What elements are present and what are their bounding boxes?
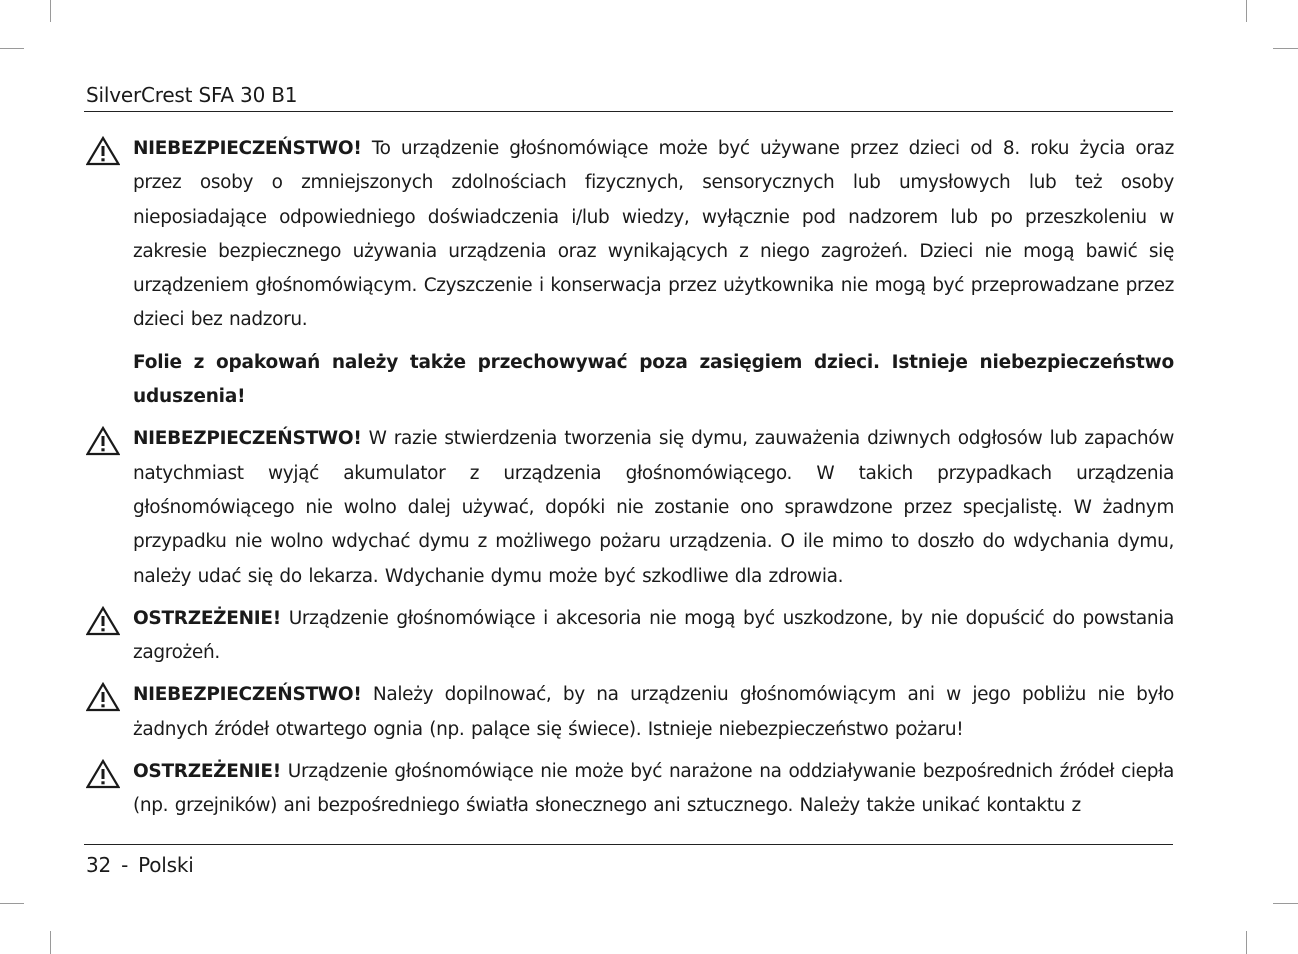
safety-text: Należy dopilnować, by na urządzeniu głośnomówiącym ani w jego pobliżu nie było żadnych źródeł otwartego ognia (np. palące się świece). Istnieje niebezpieczeństwo pożaru!	[133, 684, 1174, 740]
crop-mark-top-left-vertical	[50, 0, 51, 22]
warning-triangle-icon	[86, 759, 120, 789]
crop-mark-top-right-vertical	[1246, 0, 1247, 22]
warning-triangle-icon	[86, 682, 120, 712]
warning-triangle-icon	[86, 426, 120, 456]
safety-paragraph	[133, 132, 1174, 338]
safety-block-5	[84, 755, 1174, 824]
page-number: 32	[86, 853, 112, 877]
warning-triangle-icon	[86, 606, 120, 636]
footer-separator: -	[121, 853, 129, 877]
header-rule	[84, 111, 1173, 112]
safety-block-4	[84, 678, 1174, 747]
page-header-title: SilverCrest SFA 30 B1	[86, 83, 298, 107]
crop-mark-top-right-horizontal	[1273, 48, 1298, 49]
page-footer	[86, 852, 194, 878]
crop-mark-bottom-left-vertical	[50, 931, 51, 954]
footer-rule	[84, 844, 1173, 845]
crop-mark-bottom-left-horizontal	[0, 903, 24, 904]
safety-paragraph	[133, 755, 1174, 824]
suffocation-warning-note: Folie z opakowań należy także przechowywać poza zasięgiem dzieci. Istnieje niebezpieczeństwo uduszenia!	[133, 351, 1174, 408]
safety-paragraph	[133, 422, 1174, 593]
crop-mark-bottom-right-vertical	[1246, 931, 1247, 954]
safety-paragraph	[133, 602, 1174, 671]
danger-label: NIEBEZPIECZEŃSTWO!	[133, 684, 362, 706]
safety-text: To urządzenie głośnomówiące może być używane przez dzieci od 8. roku życia oraz przez osoby o zmniejszonych zdolnościach fizycznych, sensorycznych lub umysłowych lub też osoby nieposiadające odpowiedniego doświadczenia i/lub wiedzy, wyłącznie pod nadzorem lub po przeszkoleniu w zakresie bezpiecznego używania urządzenia oraz wynikających z niego zagrożeń. Dzieci nie mogą bawić się urządzeniem głośnomówiącym. Czyszczenie i konserwacja przez użytkownika nie mogą być przeprowadzane przez dzieci bez nadzoru.	[133, 138, 1174, 331]
safety-paragraph	[133, 678, 1174, 747]
danger-label: NIEBEZPIECZEŃSTWO!	[133, 138, 362, 159]
footer-language: Polski	[138, 853, 194, 877]
safety-block-1	[84, 132, 1174, 338]
warning-label: OSTRZEŻENIE!	[133, 607, 281, 629]
crop-mark-top-left-horizontal	[0, 48, 24, 49]
safety-block-2	[84, 422, 1174, 593]
danger-label: NIEBEZPIECZEŃSTWO!	[133, 428, 362, 450]
safety-text: Urządzenie głośnomówiące nie może być narażone na oddziaływanie bezpośrednich źródeł ciepła (np. grzejników) ani bezpośredniego światła słonecznego ani sztucznego. Należy także unikać kontaktu z	[133, 761, 1174, 817]
safety-note-block	[84, 346, 1174, 415]
safety-block-3	[84, 602, 1174, 671]
page-content	[84, 132, 1174, 832]
warning-label: OSTRZEŻENIE!	[133, 761, 281, 783]
safety-text: Urządzenie głośnomówiące i akcesoria nie mogą być uszkodzone, by nie dopuścić do powstania zagrożeń.	[133, 607, 1175, 664]
crop-mark-bottom-right-horizontal	[1273, 903, 1298, 904]
warning-triangle-icon	[86, 136, 120, 166]
safety-text: W razie stwierdzenia tworzenia się dymu, zauważenia dziwnych odgłosów lub zapachów natychmiast wyjąć akumulator z urządzenia głośnomówiącego. W takich przypadkach urządzenia głośnomówiącego nie wolno dalej używać, dopóki nie zostanie ono sprawdzone przez specjalistę. W żadnym przypadku nie wolno wdychać dymu z możliwego pożaru urządzenia. O ile mimo to doszło do wdychania dymu, należy udać się do lekarza. Wdychanie dymu może być szkodliwe dla zdrowia.	[133, 428, 1175, 587]
